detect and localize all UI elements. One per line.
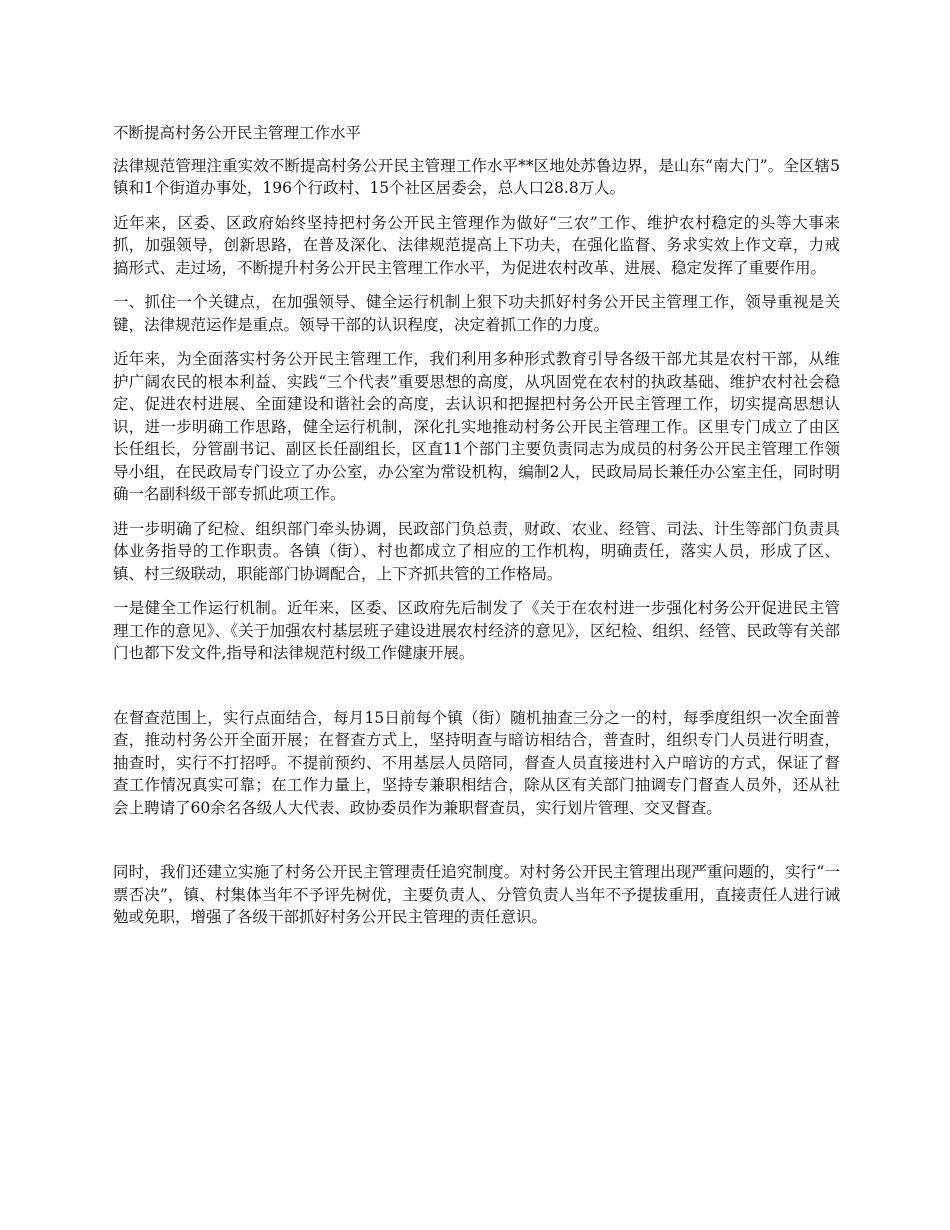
paragraph-responsibilities: 进一步明确了纪检、组织部门牵头协调，民政部门负总责，财政、农业、经管、司法、计生等部门负责具体业务指导的工作职责。各镇（街）、村也都成立了相应的工作机构，明确责任，落实人员，形成了区、镇、村三级联动，职能部门协调配合，上下齐抓共管的工作格局。 — [113, 519, 840, 583]
paragraph-overview: 近年来，区委、区政府始终坚持把村务公开民主管理作为做好“三农”工作、维护农村稳定的头等大事来抓，加强领导，创新思路，在普及深化、法律规范提高上下功夫，在强化监督、务求实效上作文章，力戒搞形式、走过场，不断提升村务公开民主管理工作水平，为促进农村改革、进展、稳定发挥了重要作用。 — [113, 213, 840, 277]
document-page — [113, 122, 840, 941]
paragraph-section-one: 一、抓住一个关键点，在加强领导、健全运行机制上狠下功夫抓好村务公开民主管理工作，领导重视是关键，法律规范运作是重点。领导干部的认识程度，决定着抓工作的力度。 — [113, 293, 840, 334]
paragraph-mechanism: 一是健全工作运行机制。近年来，区委、区政府先后制发了《关于在农村进一步强化村务公开促进民主管理工作的意见》、《关于加强农村基层班子建设进展农村经济的意见》，区纪检、组织、经管、民政等有关部门也都下发文件,指导和法律规范村级工作健康开展。 — [113, 599, 840, 662]
paragraph-intro: 法律规范管理注重实效不断提高村务公开民主管理工作水平**区地处苏鲁边界，是山东“南大门”。全区辖5镇和1个街道办事处，196个行政村、15个社区居委会，总人口28.8万人。 — [113, 156, 840, 197]
document-title: 不断提高村务公开民主管理工作水平 — [113, 124, 362, 142]
paragraph-accountability: 同时，我们还建立实施了村务公开民主管理责任追究制度。对村务公开民主管理出现严重问题的，实行“一票否决”，镇、村集体当年不予评先树优，主要负责人、分管负责人当年不予提拔重用，直接责任人进行诫勉或免职，增强了各级干部抓好村务公开民主管理的责任意识。 — [113, 863, 840, 926]
paragraph-leadership: 近年来，为全面落实村务公开民主管理工作，我们利用多种形式教育引导各级干部尤其是农村干部，从维护广阔农民的根本利益、实践“三个代表”重要思想的高度，从巩固党在农村的执政基础、维护农村社会稳定、促进农村进展、全面建设和谐社会的高度，去认识和把握把村务公开民主管理工作，切实提高思想认识，进一步明确工作思路，健全运行机制，深化扎实地推动村务公开民主管理工作。区里专门成立了由区长任组长，分管副书记、副区长任副组长，区直11个部门主要负责同志为成员的村务公开民主管理工作领导小组，在民政局专门设立了办公室，办公室为常设机构，编制2人，民政局局长兼任办公室主任，同时明确一名副科级干部专抓此项工作。 — [113, 350, 840, 503]
paragraph-supervision: 在督查范围上，实行点面结合，每月15日前每个镇（街）随机抽查三分之一的村，每季度组织一次全面普查，推动村务公开全面开展；在督查方式上，坚持明查与暗访相结合，普查时，组织专门人员进行明查，抽查时，实行不打招呼。不提前预约、不用基层人员陪同，督查人员直接进村入户暗访的方式，保证了督查工作情况真实可靠；在工作力量上，坚持专兼职相结合，除从区有关部门抽调专门督查人员外，还从社会上聘请了60余名各级人大代表、政协委员作为兼职督查员，实行划片管理、交叉督查。 — [113, 708, 840, 817]
